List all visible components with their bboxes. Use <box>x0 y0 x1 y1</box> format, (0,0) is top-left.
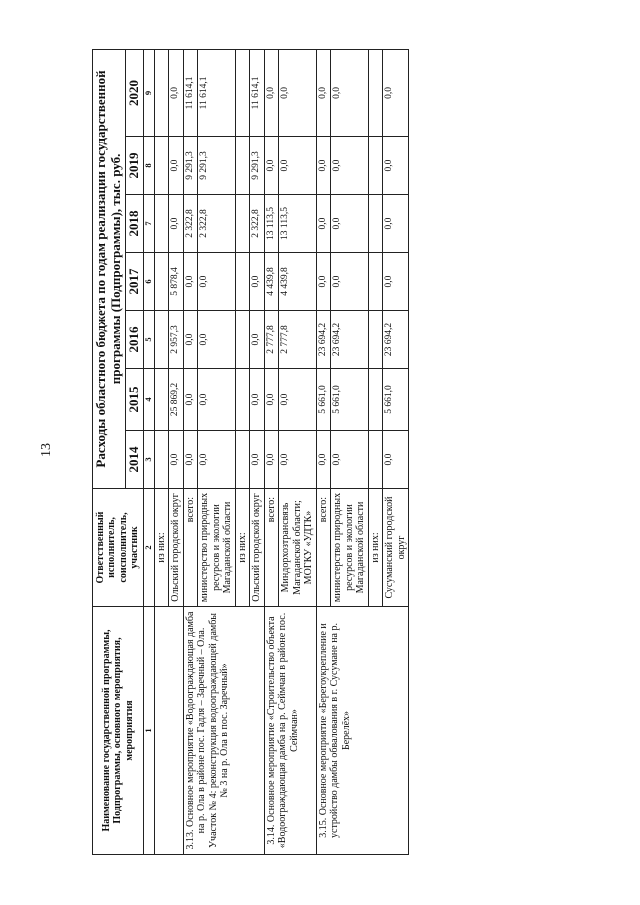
value-cell: 0,0 <box>183 369 198 431</box>
table-row <box>264 49 279 854</box>
value-cell: 13 113,5 <box>264 195 279 253</box>
value-cell: 0,0 <box>331 253 369 311</box>
value-cell: 9 291,3 <box>250 137 265 195</box>
value-cell: 0,0 <box>264 431 279 489</box>
value-cell: 0,0 <box>169 195 184 253</box>
value-cell: 0,0 <box>183 253 198 311</box>
value-cell: 0,0 <box>169 431 184 489</box>
value-cell: 0,0 <box>331 431 369 489</box>
year-header: 2020 <box>125 49 143 136</box>
value-cell <box>368 195 383 253</box>
value-cell <box>154 369 169 431</box>
value-cell: 0,0 <box>264 49 279 136</box>
executor-cell: из них: <box>154 489 169 607</box>
value-cell: 0,0 <box>331 195 369 253</box>
value-cell <box>154 49 169 136</box>
value-cell: 4 439,8 <box>264 253 279 311</box>
value-cell: 0,0 <box>250 369 265 431</box>
value-cell <box>368 49 383 136</box>
value-cell: 0,0 <box>183 311 198 369</box>
value-cell: 0,0 <box>316 49 331 136</box>
executor-cell: из них: <box>235 489 250 607</box>
value-cell: 0,0 <box>198 369 236 431</box>
value-cell: 5 661,0 <box>383 369 409 431</box>
column-index: 6 <box>143 253 154 311</box>
value-cell <box>154 137 169 195</box>
column-index: 8 <box>143 137 154 195</box>
budget-table <box>92 49 409 855</box>
value-cell: 2 322,8 <box>183 195 198 253</box>
table-row <box>183 49 198 854</box>
value-cell: 4 439,8 <box>279 253 317 311</box>
column-index: 9 <box>143 49 154 136</box>
table-row <box>154 49 169 854</box>
table-row <box>316 49 331 854</box>
value-cell: 5 661,0 <box>331 369 369 431</box>
value-cell: 11 614,1 <box>183 49 198 136</box>
value-cell: 23 694,2 <box>316 311 331 369</box>
value-cell: 11 614,1 <box>250 49 265 136</box>
executor-cell: министерство природных ресурсов и экологии Магаданской области <box>331 489 369 607</box>
value-cell: 0,0 <box>279 431 317 489</box>
value-cell <box>235 137 250 195</box>
value-cell: 0,0 <box>264 369 279 431</box>
executor-cell: министерство природных ресурсов и экологии Магаданской области <box>198 489 236 607</box>
value-cell: 2 777,8 <box>264 311 279 369</box>
value-cell: 2 322,8 <box>250 195 265 253</box>
year-header: 2017 <box>125 253 143 311</box>
executor-cell: Миндорхозтрансвязь Магаданской области; МОГКУ «УДТК» <box>279 489 317 607</box>
value-cell: 2 957,3 <box>169 311 184 369</box>
value-cell: 2 322,8 <box>198 195 236 253</box>
value-cell: 0,0 <box>316 431 331 489</box>
value-cell <box>154 195 169 253</box>
value-cell <box>235 369 250 431</box>
header-name: Наименование государственной программы, Подпрограммы, основного мероприятия, мероприятия <box>93 607 144 855</box>
measure-name-cell <box>154 607 183 855</box>
value-cell: 2 777,8 <box>279 311 317 369</box>
year-header: 2014 <box>125 431 143 489</box>
value-cell <box>154 311 169 369</box>
value-cell <box>235 311 250 369</box>
value-cell: 11 614,1 <box>198 49 236 136</box>
value-cell <box>154 253 169 311</box>
measure-name-cell: 3.13. Основное мероприятие «Водоограждающая дамба на р. Ола в районе пос. Гадля – Заречный – Ола. Участок № 4: реконструкция водоограждающей дамбы № 3 на р. Ола в пос. Заречный» <box>183 607 264 855</box>
header-expenses: Расходы областного бюджета по годам реализации государственной программы (Подпрограммы), тыс. руб. <box>93 49 126 488</box>
value-cell: 9 291,3 <box>183 137 198 195</box>
column-index: 1 <box>143 607 154 855</box>
value-cell: 0,0 <box>316 195 331 253</box>
value-cell: 0,0 <box>316 253 331 311</box>
value-cell: 0,0 <box>264 137 279 195</box>
value-cell: 0,0 <box>279 49 317 136</box>
value-cell: 9 291,3 <box>198 137 236 195</box>
measure-name-cell: 3.14. Основное мероприятие «Строительство объекта «Водоограждающая дамба на р. Сеймчан в районе пос. Сеймчан» <box>264 607 316 855</box>
value-cell: 0,0 <box>198 431 236 489</box>
year-header: 2015 <box>125 369 143 431</box>
page-number: 13 <box>39 443 54 457</box>
value-cell <box>235 195 250 253</box>
value-cell: 0,0 <box>198 253 236 311</box>
column-index: 2 <box>143 489 154 607</box>
value-cell: 0,0 <box>250 431 265 489</box>
value-cell: 0,0 <box>383 195 409 253</box>
rotated-table-container <box>92 50 555 855</box>
value-cell <box>368 431 383 489</box>
executor-cell: всего: <box>316 489 331 607</box>
value-cell <box>368 369 383 431</box>
value-cell: 0,0 <box>169 137 184 195</box>
value-cell <box>235 431 250 489</box>
value-cell <box>368 137 383 195</box>
value-cell: 13 113,5 <box>279 195 317 253</box>
value-cell: 0,0 <box>383 431 409 489</box>
column-index: 7 <box>143 195 154 253</box>
table-body <box>154 49 409 854</box>
value-cell <box>154 431 169 489</box>
executor-cell: всего: <box>183 489 198 607</box>
value-cell: 23 694,2 <box>331 311 369 369</box>
value-cell: 25 869,2 <box>169 369 184 431</box>
value-cell: 5 878,4 <box>169 253 184 311</box>
measure-name-cell: 3.15. Основное мероприятие «Берегоукрепление и устройство дамбы обвалования в г. Сусумане на р. Берелёх» <box>316 607 409 855</box>
value-cell: 0,0 <box>383 253 409 311</box>
value-cell: 0,0 <box>279 137 317 195</box>
value-cell: 0,0 <box>169 49 184 136</box>
executor-cell: Ольский городской округ <box>250 489 265 607</box>
header-executor: Ответственный исполнитель, соисполнитель, участник <box>93 489 144 607</box>
executor-cell: Сусуманский городской округ <box>383 489 409 607</box>
value-cell: 0,0 <box>331 49 369 136</box>
executor-cell: из них: <box>368 489 383 607</box>
value-cell: 0,0 <box>331 137 369 195</box>
column-index: 3 <box>143 431 154 489</box>
value-cell: 0,0 <box>183 431 198 489</box>
executor-cell: всего: <box>264 489 279 607</box>
value-cell <box>368 253 383 311</box>
index-row <box>143 49 154 854</box>
executor-cell: Ольский городской округ <box>169 489 184 607</box>
value-cell: 0,0 <box>383 49 409 136</box>
column-index: 4 <box>143 369 154 431</box>
value-cell: 23 694,2 <box>383 311 409 369</box>
value-cell: 0,0 <box>279 369 317 431</box>
value-cell: 0,0 <box>250 253 265 311</box>
value-cell: 0,0 <box>198 311 236 369</box>
value-cell <box>235 49 250 136</box>
value-cell: 0,0 <box>316 137 331 195</box>
year-header: 2016 <box>125 311 143 369</box>
value-cell <box>235 253 250 311</box>
value-cell: 0,0 <box>250 311 265 369</box>
value-cell <box>368 311 383 369</box>
year-header: 2019 <box>125 137 143 195</box>
value-cell: 0,0 <box>383 137 409 195</box>
year-header: 2018 <box>125 195 143 253</box>
value-cell: 5 661,0 <box>316 369 331 431</box>
column-index: 5 <box>143 311 154 369</box>
